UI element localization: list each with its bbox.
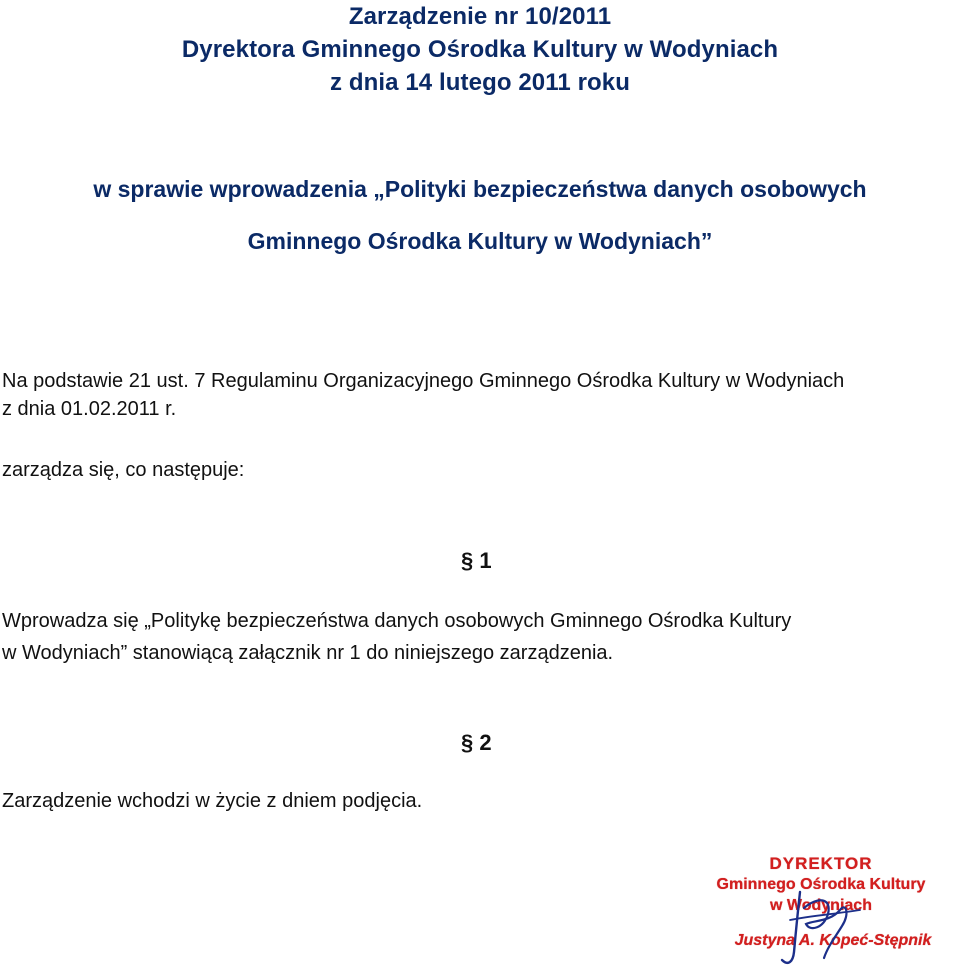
- section-1-heading: [461, 548, 492, 574]
- section-2-number: 2: [473, 730, 492, 755]
- document-issuer: Dyrektora Gminnego Ośrodka Kultury w Wodyniach: [181, 36, 779, 63]
- document-title: Zarządzenie nr 10/2011: [348, 3, 612, 30]
- section-2-heading: [461, 730, 492, 756]
- decree-statement: zarządza się, co następuje:: [2, 459, 245, 481]
- stamp-place: w Wodyniach: [770, 897, 872, 914]
- subject-line-2: Gminnego Ośrodka Kultury w Wodyniach”: [247, 228, 713, 254]
- section-1-text-line-2: w Wodyniach” stanowiącą załącznik nr 1 do niniejszego zarządzenia.: [2, 642, 614, 664]
- section-2-text: Zarządzenie wchodzi w życie z dniem podjęcia.: [2, 790, 423, 812]
- legal-basis-line-1: Na podstawie 21 ust. 7 Regulaminu Organizacyjnego Gminnego Ośrodka Kultury w Wodyniach: [2, 370, 845, 392]
- section-1-number: 1: [473, 548, 492, 573]
- stamp-title: DYREKTOR: [769, 854, 873, 873]
- section-1-text-line-1: Wprowadza się „Politykę bezpieczeństwa danych osobowych Gminnego Ośrodka Kultury: [2, 610, 792, 632]
- subject-line-1: w sprawie wprowadzenia „Polityki bezpieczeństwa danych osobowych: [93, 176, 867, 202]
- legal-basis-line-2: z dnia 01.02.2011 r.: [2, 398, 177, 420]
- stamp-name: Justyna A. Kopeć-Stępnik: [734, 932, 932, 949]
- director-stamp: [706, 852, 936, 970]
- section-sign-icon: §: [461, 548, 474, 573]
- document-date: z dnia 14 lutego 2011 roku: [329, 69, 631, 96]
- stamp-organization: Gminnego Ośrodka Kultury: [716, 876, 926, 893]
- section-sign-icon: §: [461, 730, 474, 755]
